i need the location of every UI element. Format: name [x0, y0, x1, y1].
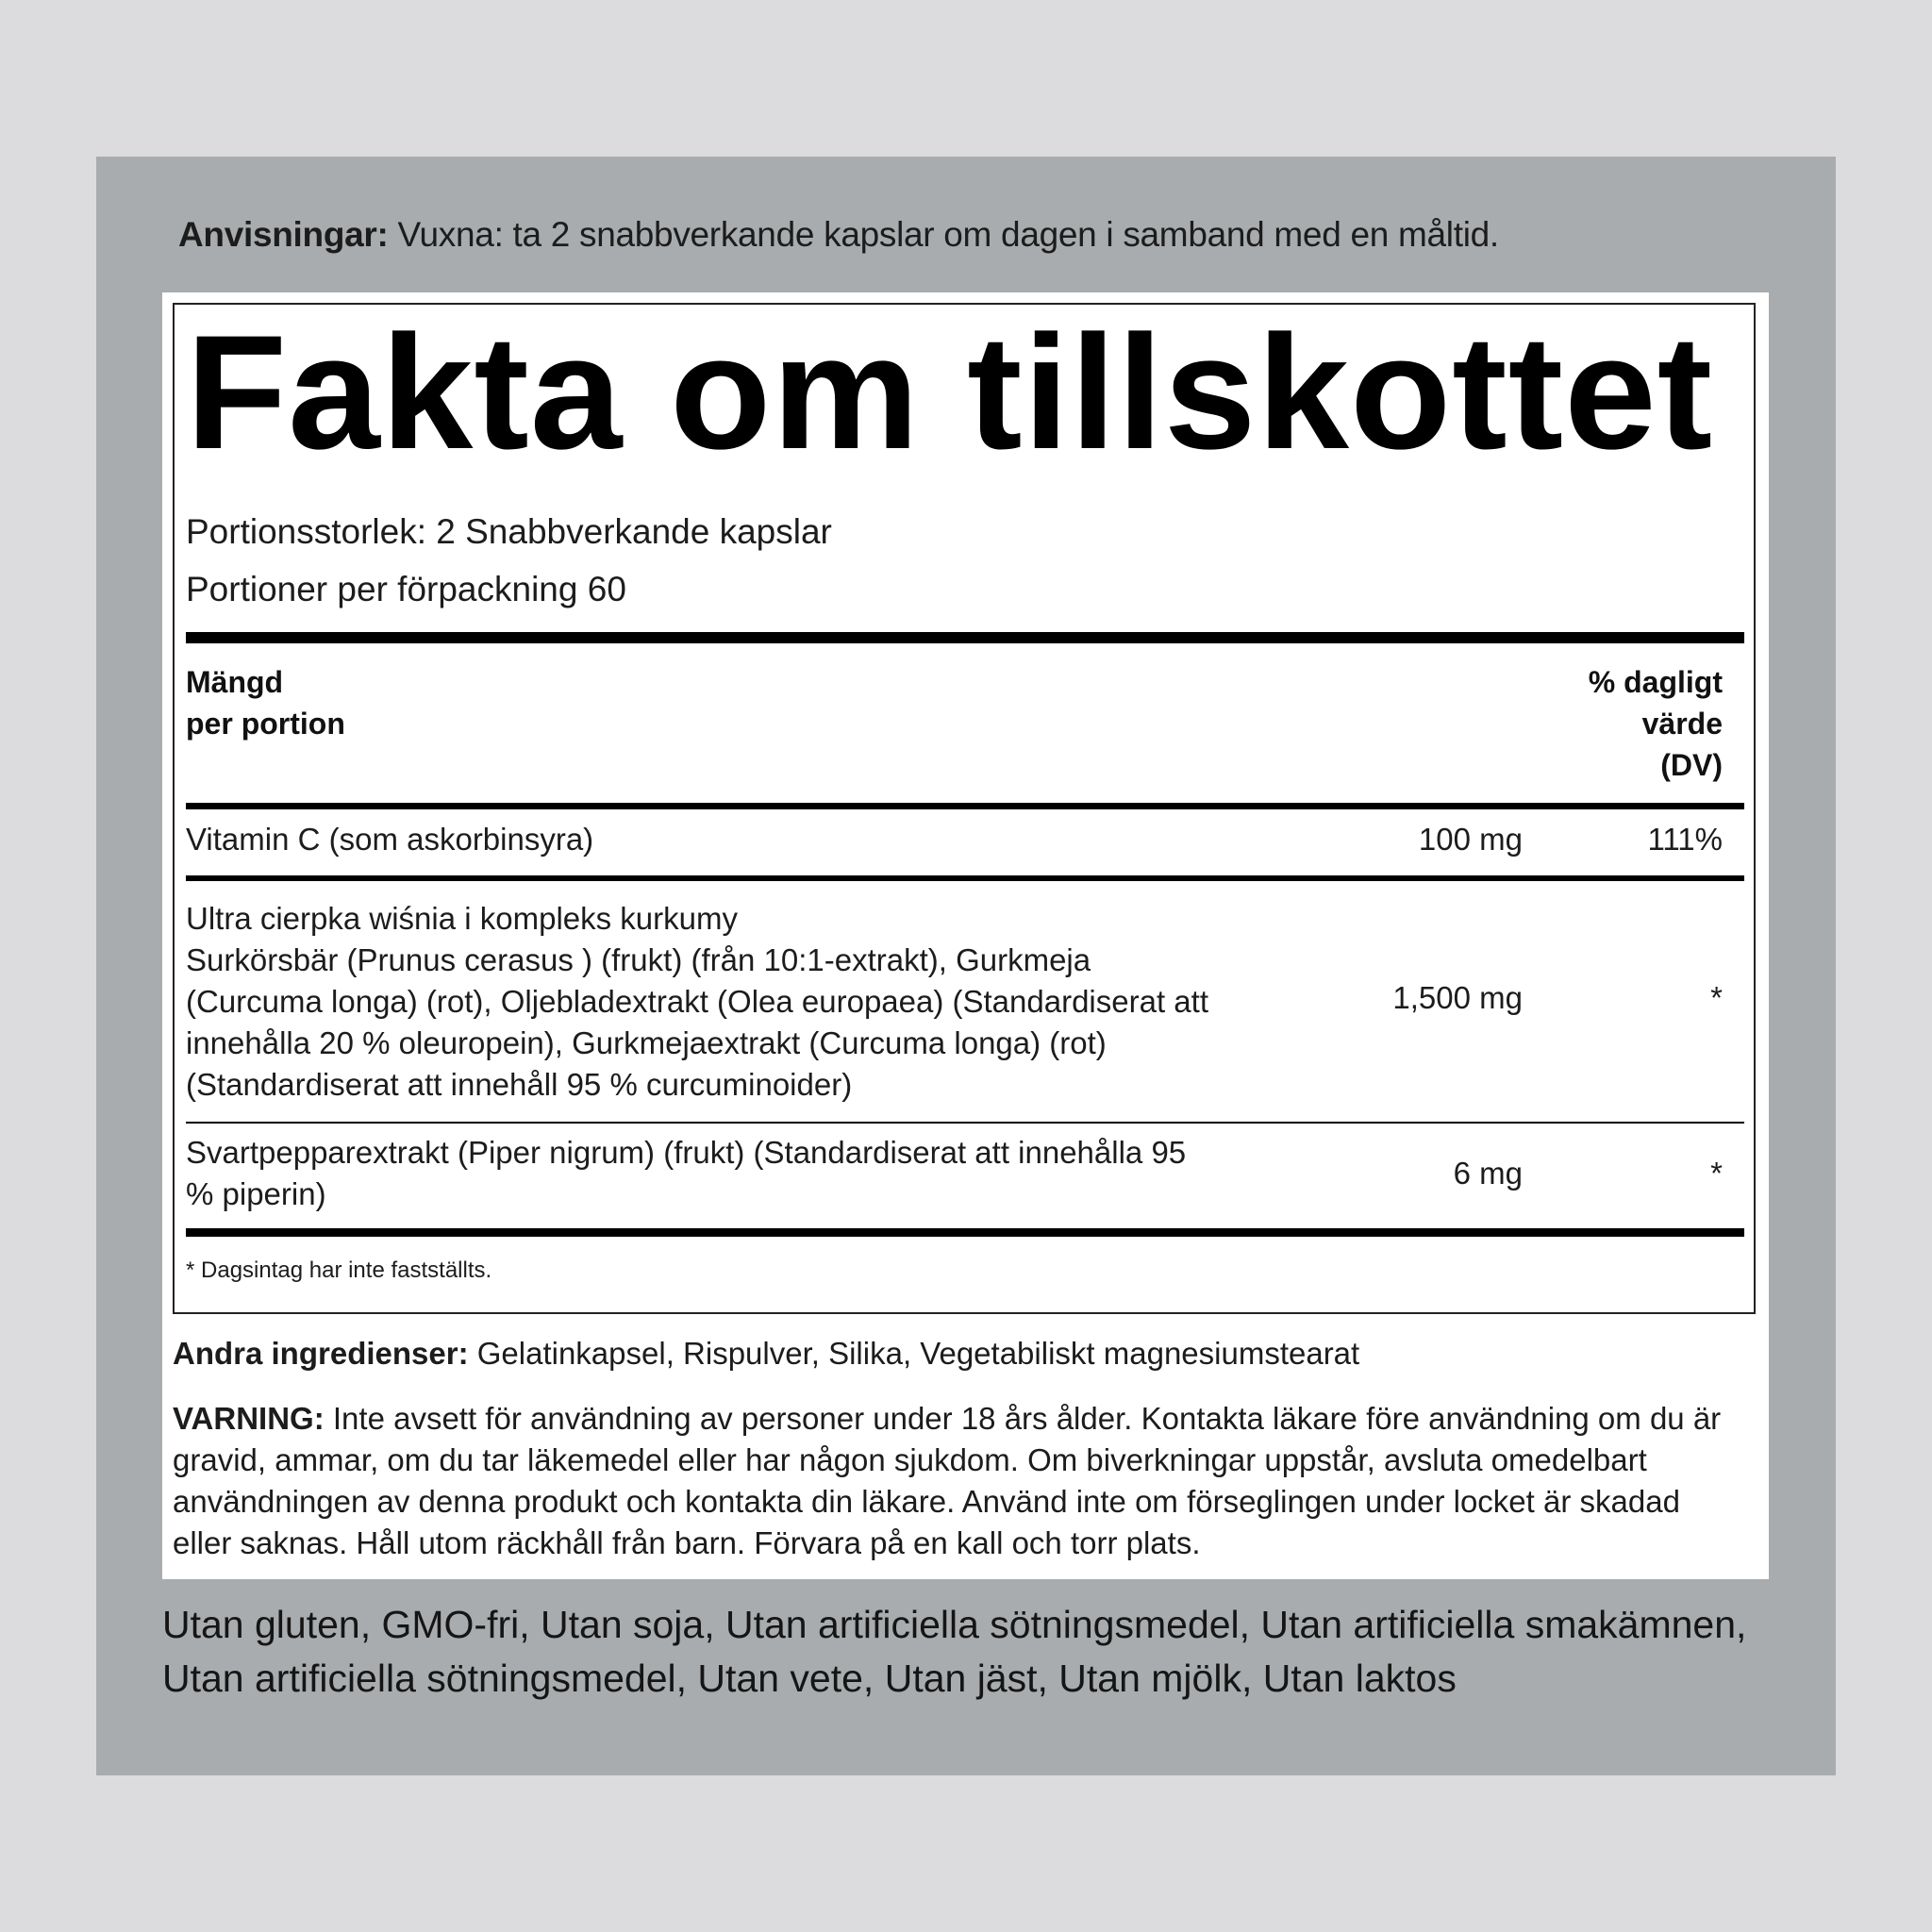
nutrient-dv-blend: *: [1710, 980, 1723, 1015]
directions-text: Vuxna: ta 2 snabbverkande kapslar om dagen i samband med en måltid.: [388, 215, 1499, 254]
nutrient-name-black-pepper: Svartpepparextrakt (Piper nigrum) (frukt) (Standardiserat att innehålla 95 % piperin): [186, 1135, 1187, 1211]
divider-row1: [186, 875, 1744, 881]
nutrient-amount-blend: 1,500 mg: [1392, 980, 1523, 1015]
header-amount-line2: per portion: [186, 707, 345, 741]
servings-per-container: Portioner per förpackning 60: [186, 570, 626, 608]
directions: [178, 215, 1499, 255]
nutrient-blend: [186, 898, 1224, 1106]
nutrient-amount-black-pepper: 6 mg: [1453, 1156, 1523, 1191]
divider-header: [186, 803, 1744, 809]
other-ingredients: [173, 1336, 1359, 1372]
other-ingredients-label: Andra ingredienser:: [173, 1336, 469, 1371]
header-dv-line1: % dagligt: [1588, 665, 1723, 699]
daily-value-footnote: * Dagsintag har inte fastställts.: [186, 1257, 492, 1283]
header-dv-line3: (DV): [1660, 748, 1723, 782]
warning: [173, 1398, 1739, 1564]
free-from-statement: Utan gluten, GMO-fri, Utan soja, Utan artificiella sötningsmedel, Utan artificiella smakämnen, Utan artificiella sötningsmedel, Utan vete, Utan jäst, Utan mjölk, Utan laktos: [162, 1603, 1747, 1700]
header-amount: [186, 661, 345, 744]
divider-row2: [186, 1122, 1744, 1124]
warning-text: Inte avsett för användning av personer under 18 års ålder. Kontakta läkare före användning om du är gravid, ammar, om du tar läkemedel eller har någon sjukdom. Om biverkningar uppstår, avsluta omedelbart användningen av denna produkt och kontakta din läkare. Använd inte om förseglingen under locket är skadad eller saknas. Håll utom räckhåll från barn. Förvara på en kall och torr plats.: [173, 1401, 1722, 1560]
thick-divider-top: [186, 632, 1744, 643]
nutrient-amount-vitamin-c: 100 mg: [1418, 822, 1523, 857]
facts-title: Fakta om tillskottet: [186, 302, 1714, 483]
thick-divider-bottom: [186, 1228, 1744, 1237]
other-ingredients-text: Gelatinkapsel, Rispulver, Silika, Vegetabiliskt magnesiumstearat: [468, 1336, 1360, 1371]
nutrient-name-vitamin-c: Vitamin C (som askorbinsyra): [186, 822, 594, 857]
header-dv-line2: värde: [1641, 707, 1723, 741]
nutrient-dv-vitamin-c: 111%: [1647, 822, 1723, 857]
header-amount-line1: Mängd: [186, 665, 284, 699]
warning-label: VARNING:: [173, 1401, 325, 1436]
blend-name: Ultra cierpka wiśnia i kompleks kurkumy: [186, 901, 738, 936]
nutrient-dv-black-pepper: *: [1710, 1156, 1723, 1191]
serving-size: Portionsstorlek: 2 Snabbverkande kapslar: [186, 512, 832, 551]
header-daily-value: [1589, 661, 1723, 786]
blend-description: Surkörsbär (Prunus cerasus ) (frukt) (från 10:1-extrakt), Gurkmeja (Curcuma longa) (rot), Oljebladextrakt (Olea europaea) (Standardiserat att innehålla 20 % oleuropein), Gurkmejaextrakt (Curcuma longa) (rot) (Standardiserat att innehåll 95 % curcuminoider): [186, 942, 1208, 1102]
directions-label: Anvisningar:: [178, 215, 389, 254]
